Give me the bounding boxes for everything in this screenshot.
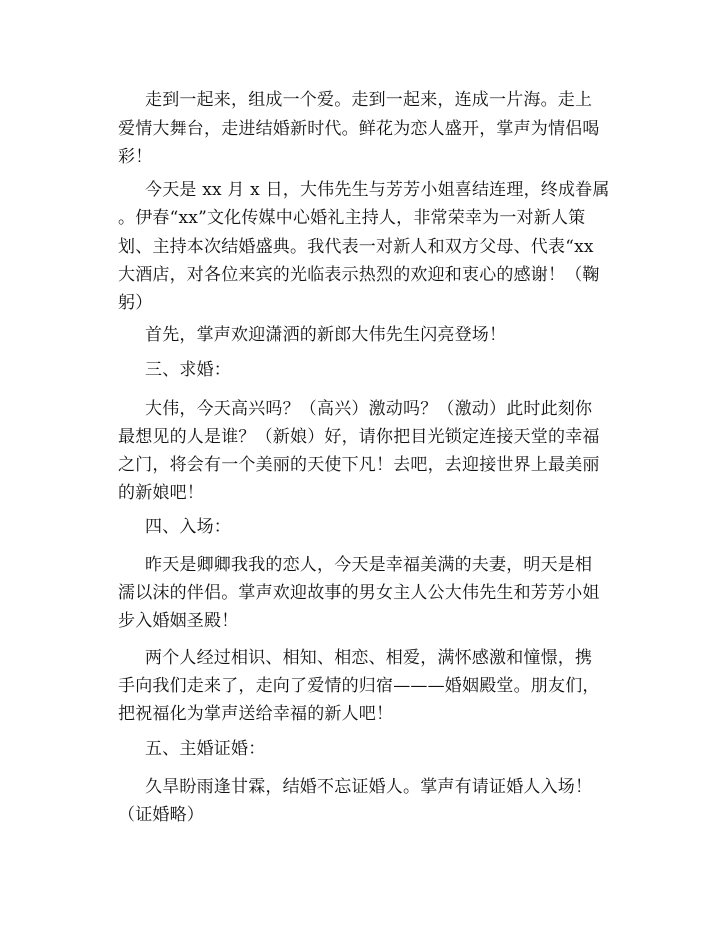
paragraph-5-line-3: 之门，将会有一个美丽的天使下凡！去吧，去迎接世界上最美丽 — [118, 455, 600, 475]
paragraph-2-line-1: 今天是 xx 月 x 日，大伟先生与芳芳小姐喜结连理，终成眷属 — [145, 180, 610, 200]
paragraph-8-line-1: 两个人经过相识、相知、相恋、相爱，满怀感激和憧憬，携 — [145, 648, 593, 668]
paragraph-1-line-1: 走到一起来，组成一个爱。走到一起来，连成一片海。走上 — [145, 90, 593, 110]
paragraph-5-line-2: 最想见的人是谁？（新娘）好，请你把目光锁定连接天堂的幸福 — [118, 427, 600, 447]
paragraph-7-line-2: 濡以沫的伴侣。掌声欢迎故事的男女主人公大伟先生和芳芳小姐 — [118, 583, 600, 603]
paragraph-2-line-2: 。伊春“xx”文化传媒中心婚礼主持人，非常荣幸为一对新人策 — [118, 208, 586, 228]
paragraph-10-line-2: （证婚略） — [118, 805, 204, 825]
paragraph-8-line-2: 手向我们走来了，走向了爱情的归宿———婚姻殿堂。朋友们， — [118, 676, 600, 696]
paragraph-2-line-3: 划、主持本次结婚盛典。我代表一对新人和双方父母、代表“xx — [118, 237, 594, 257]
section-heading-3: 三、求婚： — [145, 360, 231, 380]
paragraph-5-line-1: 大伟，今天高兴吗？（高兴）激动吗？（激动）此时此刻你 — [145, 399, 593, 419]
paragraph-5-line-4: 的新娘吧！ — [118, 483, 204, 503]
paragraph-3-line-1: 首先，掌声欢迎潇洒的新郎大伟先生闪亮登场！ — [145, 325, 507, 345]
paragraph-2-line-4: 大酒店，对各位来宾的光临表示热烈的欢迎和衷心的感谢！（鞠 — [118, 265, 600, 285]
paragraph-2-line-5: 躬） — [118, 293, 153, 313]
paragraph-7-line-1: 昨天是卿卿我我的恋人，今天是幸福美满的夫妻，明天是相 — [145, 555, 593, 575]
paragraph-10-line-1: 久旱盼雨逢甘霖，结婚不忘证婚人。掌声有请证婚人入场！ — [145, 777, 593, 797]
paragraph-8-line-3: 把祝福化为掌声送给幸福的新人吧！ — [118, 704, 394, 724]
paragraph-1-line-2: 爱情大舞台，走进结婚新时代。鲜花为恋人盛开，掌声为情侣喝 — [118, 119, 600, 139]
paragraph-7-line-3: 步入婚姻圣殿！ — [118, 611, 239, 631]
paragraph-1-line-3: 彩！ — [118, 147, 153, 167]
section-heading-4: 四、入场： — [145, 517, 231, 537]
section-heading-5: 五、主婚证婚： — [145, 739, 266, 759]
